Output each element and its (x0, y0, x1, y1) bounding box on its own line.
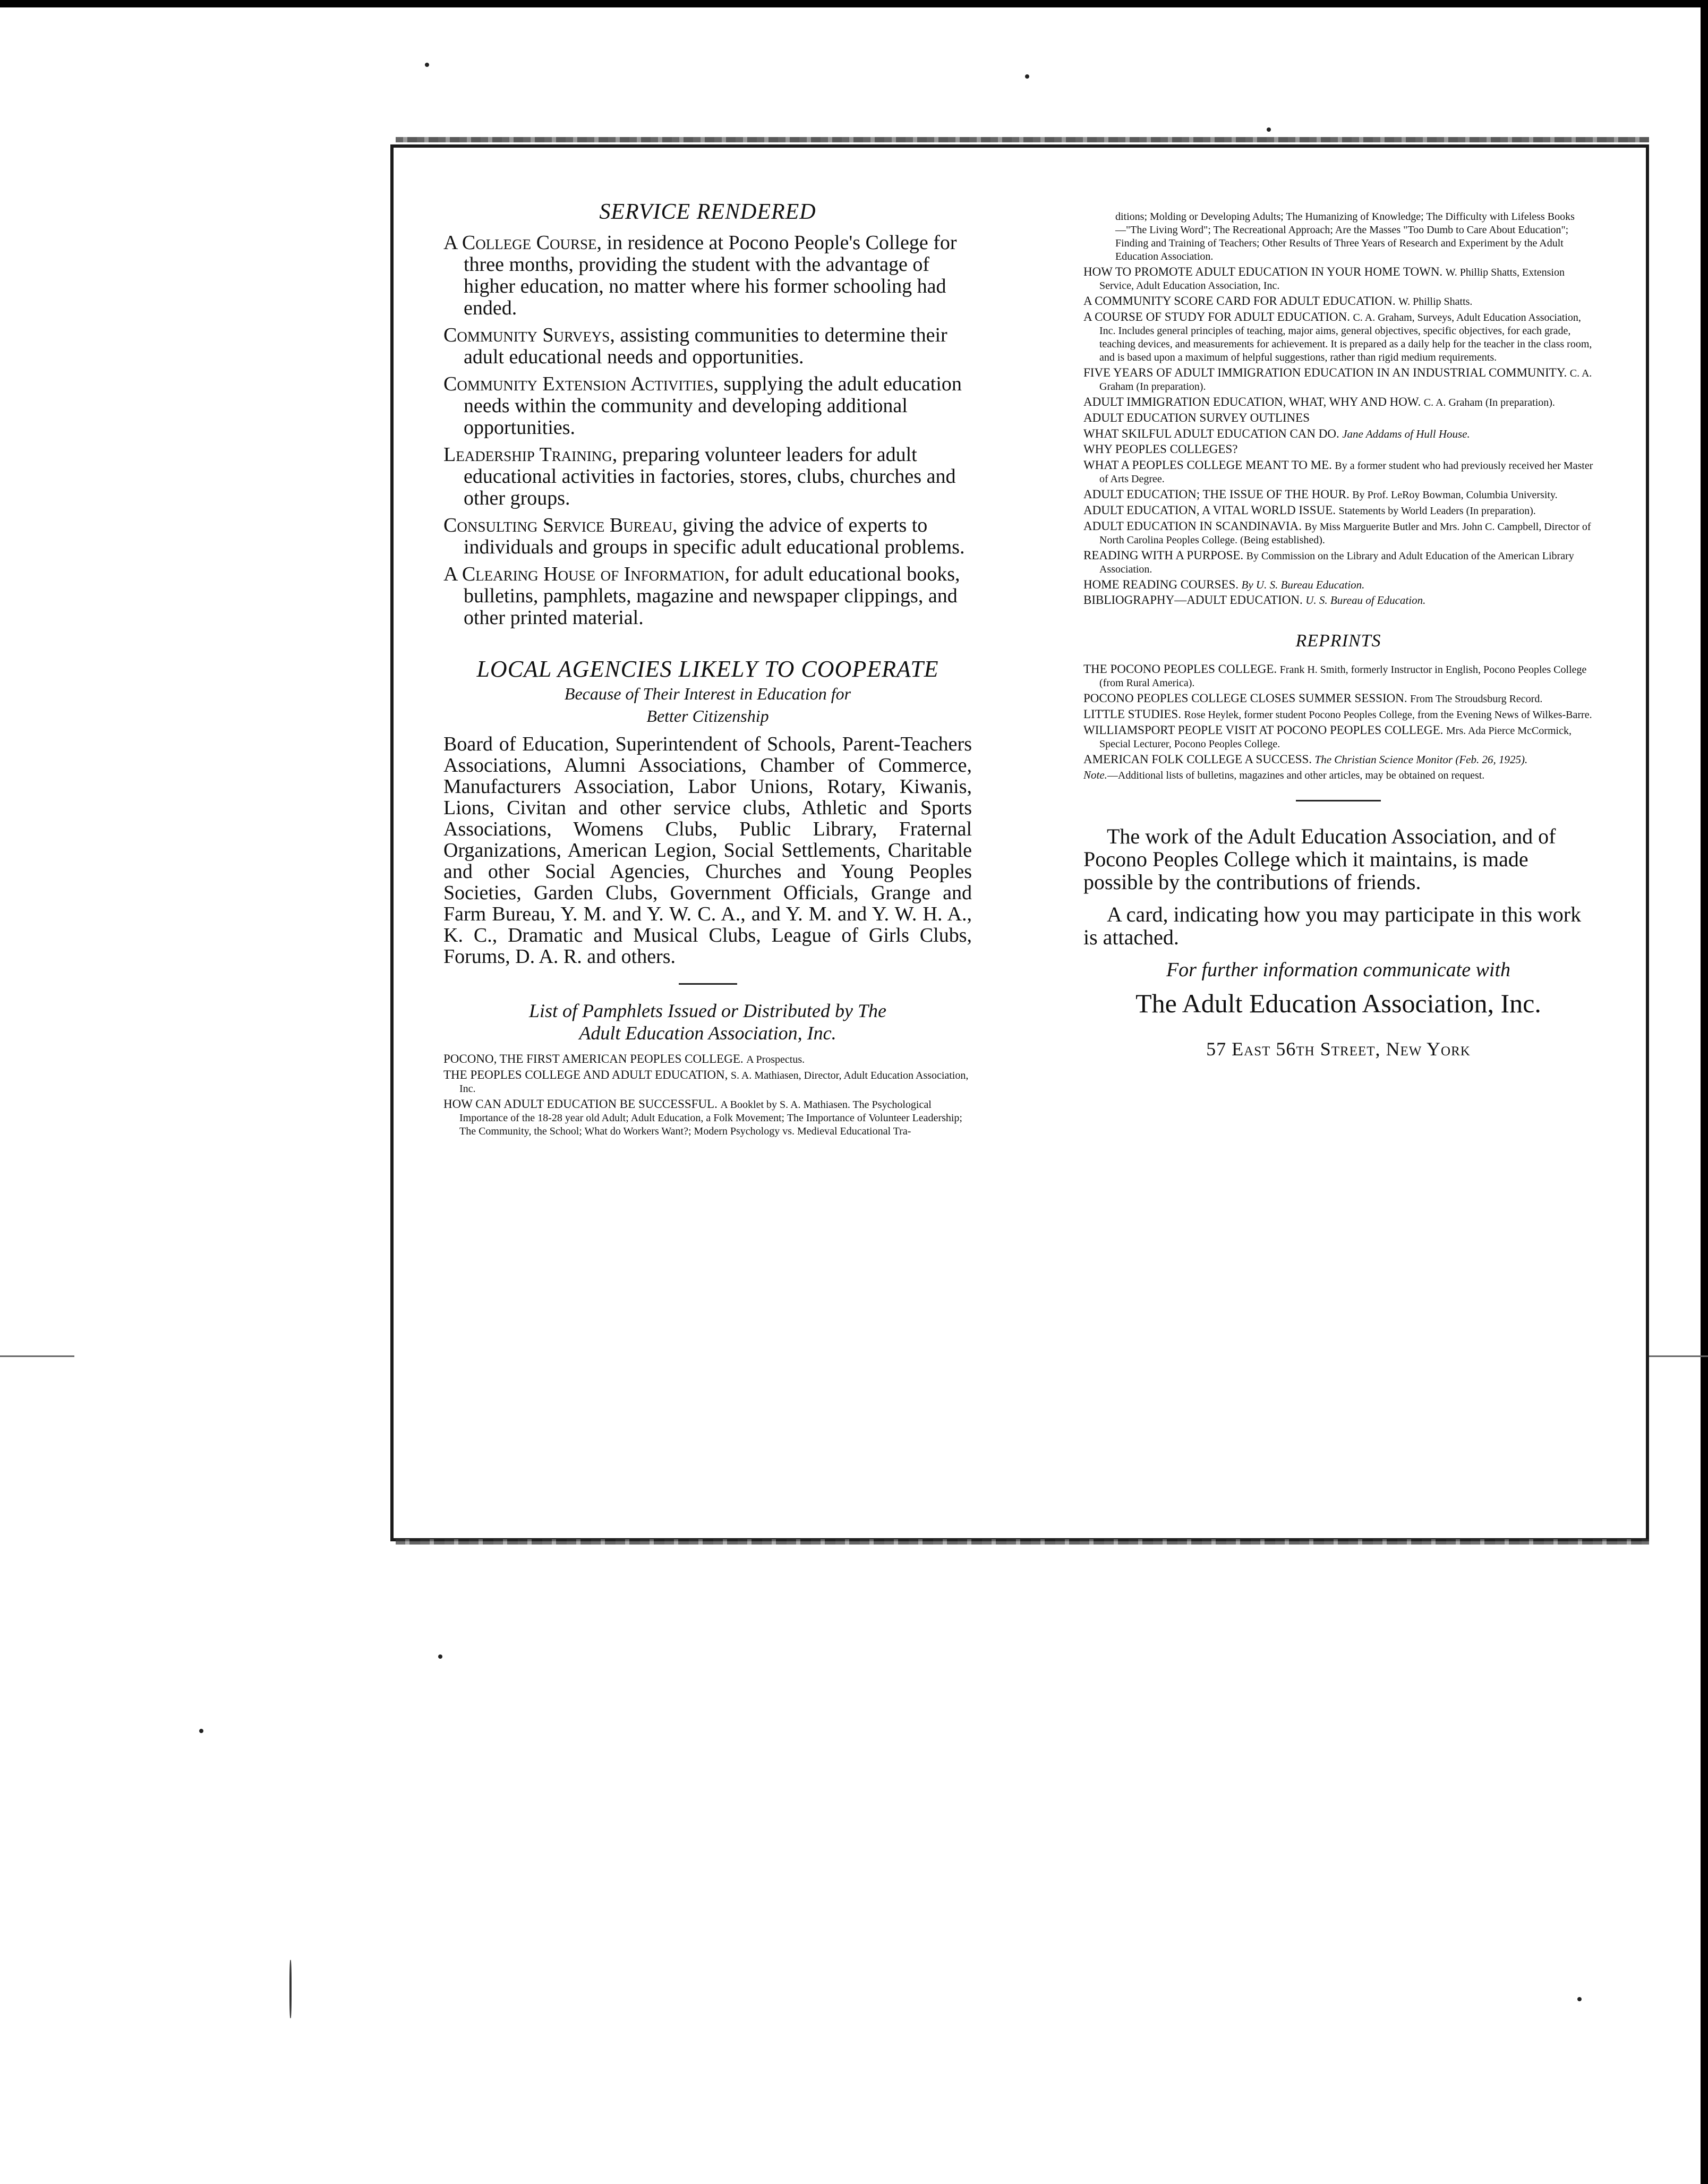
pamphlets-heading-1: List of Pamphlets Issued or Distributed by The (529, 1000, 886, 1021)
scan-speck (425, 63, 429, 67)
pamphlet-entry (443, 1069, 972, 1095)
service-item-text: , assisting communities to determine their adult educational needs and opportunities. (464, 324, 947, 368)
reprint-desc: Frank H. Smith, formerly Instructor in English, Pocono Peoples College (from Rural America). (1099, 664, 1587, 689)
service-item-head: Consulting Service Bureau (443, 514, 673, 536)
scan-top-edge (0, 0, 1708, 7)
publication-title: BIBLIOGRAPHY—ADULT EDUCATION. (1083, 593, 1303, 607)
local-agencies-subtitle-1: Because of Their Interest in Education for (564, 684, 851, 703)
publication-title: WHAT A PEOPLES COLLEGE MEANT TO ME. (1083, 458, 1332, 472)
pamphlet-title: THE PEOPLES COLLEGE AND ADULT EDUCATION, (443, 1068, 728, 1081)
publication-title: ADULT IMMIGRATION EDUCATION, WHAT, WHY AND HOW. (1083, 395, 1421, 408)
publication-title: ADULT EDUCATION IN SCANDINAVIA. (1083, 519, 1302, 533)
scan-speck (1267, 127, 1271, 132)
pamphlet-entry (443, 1098, 972, 1138)
publication-desc: U. S. Bureau of Education. (1305, 594, 1426, 607)
organization-address: 57 East 56th Street, New York (1206, 1038, 1471, 1060)
publication-entry (1083, 488, 1593, 501)
services-list (443, 232, 972, 629)
service-item-text: , for adult educational books, bulletins, pamphlets, magazine and newspaper clippings, and other printed material. (464, 563, 960, 629)
service-item-text: , in residence at Pocono People's College for three months, providing the student with the advantage of higher education, no matter where his former schooling had ended. (464, 232, 957, 319)
pamphlet-desc: A Booklet by S. A. Mathiasen. The Psychological Importance of the 18-28 year old Adult; Adult Education, a Folk Movement; The Importance of Volunteer Leadership; The Community, the School; What do Workers Want?; Modern Psychology vs. Medieval Educational Tra- (459, 1099, 962, 1137)
reprint-desc: Rose Heylek, former student Pocono Peoples College, from the Evening News of Wilkes-Barre. (1184, 709, 1592, 721)
pamphlet-entry (443, 1053, 972, 1066)
local-agencies-heading: LOCAL AGENCIES LIKELY TO COOPERATE (476, 656, 939, 682)
reprint-entry (1083, 663, 1593, 689)
card-statement: A card, indicating how you may participate in this work is attached. (1083, 902, 1582, 949)
publication-entry (1083, 578, 1593, 591)
reprint-entry (1083, 708, 1593, 721)
publication-desc: By Commission on the Library and Adult Education of the American Library Association. (1099, 550, 1574, 575)
reprints-heading: REPRINTS (1295, 631, 1381, 651)
publication-entry (1083, 443, 1593, 456)
service-rendered-heading: SERVICE RENDERED (599, 200, 816, 224)
reprint-desc: Mrs. Ada Pierce McCormick, Special Lecturer, Pocono Peoples College. (1099, 725, 1572, 750)
reprint-note (1083, 769, 1593, 782)
publication-entry (1083, 412, 1593, 425)
pamphlet-continuation (1083, 210, 1593, 263)
publication-desc: C. A. Graham (In preparation). (1099, 368, 1592, 393)
further-info-line: For further information communicate with (1166, 959, 1511, 981)
publication-title: ADULT EDUCATION SURVEY OUTLINES (1083, 411, 1310, 424)
publication-entry (1083, 549, 1593, 576)
service-item-head: A College Course (443, 232, 597, 254)
publication-desc: By Prof. LeRoy Bowman, Columbia University. (1352, 489, 1558, 501)
publication-title: FIVE YEARS OF ADULT IMMIGRATION EDUCATION IN AN INDUSTRIAL COMMUNITY. (1083, 366, 1567, 379)
publication-entry (1083, 311, 1593, 364)
service-item-text: , preparing volunteer leaders for adult educational activities in factories, stores, clubs, churches and other groups. (464, 443, 956, 509)
sheet-bottom-shadow (396, 1539, 1649, 1545)
publication-desc: Jane Addams of Hull House. (1342, 428, 1470, 440)
pamphlet-title: HOW CAN ADULT EDUCATION BE SUCCESSFUL. (443, 1097, 718, 1111)
publications-list (1083, 266, 1593, 607)
reprint-desc: From The Stroudsburg Record. (1410, 693, 1543, 705)
scan-speck (1025, 74, 1029, 79)
publication-desc: W. Phillip Shatts, Extension Service, Adult Education Association, Inc. (1099, 267, 1565, 292)
agencies-list-text: Board of Education, Superintendent of Schools, Parent-Teachers Associations, Alumni Associations, Chamber of Commerce, Manufacturers Association, Labor Unions, Rotary, Kiwanis, Lions, Civitan and other service clubs, Athletic and Sports Associations, Womens Clubs, Public Library, Fraternal Organizations, American Legion, Social Settlements, Charitable and other Social Agencies, Churches and Young Peoples Societies, Garden Clubs, Government Officials, Grange and Farm Bureau, Y. M. and Y. W. C. A., and Y. M. and Y. W. H. A., K. C., Dramatic and Musical Clubs, League of Girls Clubs, Forums, D. A. R. and others. (443, 733, 972, 968)
publication-desc: C. A. Graham (In preparation). (1423, 397, 1555, 408)
publication-desc: By a former student who had previously received her Master of Arts Degree. (1099, 460, 1593, 485)
publication-desc: By Miss Marguerite Butler and Mrs. John C. Campbell, Director of North Carolina Peoples College. (Being established). (1099, 521, 1591, 546)
crop-line-left (0, 1355, 74, 1357)
pamphlets-list (443, 1053, 972, 1138)
publication-title: A COMMUNITY SCORE CARD FOR ADULT EDUCATION. (1083, 294, 1396, 308)
reprints-list (1083, 663, 1593, 782)
publication-entry (1083, 396, 1593, 409)
service-item-text: , supplying the adult education needs within the community and developing additional opportunities. (464, 373, 962, 439)
publication-title: HOW TO PROMOTE ADULT EDUCATION IN YOUR HOME TOWN. (1083, 265, 1443, 278)
scan-mark (289, 1960, 292, 2018)
reprint-title: POCONO PEOPLES COLLEGE CLOSES SUMMER SESSION. (1083, 692, 1407, 705)
publication-entry (1083, 520, 1593, 547)
pamphlets-heading-2: Adult Education Association, Inc. (579, 1022, 836, 1044)
reprint-title: WILLIAMSPORT PEOPLE VISIT AT POCONO PEOPLES COLLEGE. (1083, 723, 1444, 737)
service-item-head: Leadership Training (443, 443, 612, 466)
publication-entry (1083, 428, 1593, 440)
pamphlet-desc: A Prospectus. (746, 1054, 805, 1065)
publication-title: A COURSE OF STUDY FOR ADULT EDUCATION. (1083, 310, 1351, 323)
continuation-text: ditions; Molding or Developing Adults; The Humanizing of Knowledge; The Difficulty with Lifeless Books—"The Living Word"; The Recreational Approach; Are the Masses "Too Dumb to Care About Education"; Finding and Training of Teachers; Other Results of Three Years of Research and Experiment by the Adult Education Association. (1115, 211, 1575, 262)
local-agencies-subtitle-2: Better Citizenship (646, 706, 769, 726)
publication-entry (1083, 594, 1593, 607)
publication-title: READING WITH A PURPOSE. (1083, 549, 1244, 562)
service-item (443, 232, 972, 319)
service-item (443, 515, 972, 558)
note-text: —Additional lists of bulletins, magazines and other articles, may be obtained on request. (1107, 770, 1485, 781)
sheet-top-shadow (396, 137, 1649, 142)
left-column (443, 199, 972, 1140)
service-item-head: A Clearing House of Information (443, 563, 725, 585)
publication-entry (1083, 459, 1593, 485)
publication-entry (1083, 295, 1593, 308)
publication-entry (1083, 366, 1593, 393)
service-item (443, 373, 972, 439)
work-statement: The work of the Adult Education Association, and of Pocono Peoples College which it maintains, is made possible by the contributions of friends. (1083, 824, 1556, 894)
scan-speck (438, 1654, 442, 1659)
publication-title: ADULT EDUCATION, A VITAL WORLD ISSUE. (1083, 504, 1336, 517)
reprint-title: AMERICAN FOLK COLLEGE A SUCCESS. (1083, 753, 1312, 766)
reprint-title: LITTLE STUDIES. (1083, 707, 1181, 721)
reprint-entry (1083, 692, 1593, 705)
service-item-text: , giving the advice of experts to individuals and groups in specific adult educational problems. (464, 514, 965, 558)
right-column (1083, 210, 1593, 1079)
pamphlet-title: POCONO, THE FIRST AMERICAN PEOPLES COLLEGE. (443, 1052, 744, 1065)
service-item (443, 325, 972, 368)
note-label: Note. (1083, 769, 1107, 781)
publication-desc: Statements by World Leaders (In preparation). (1338, 505, 1536, 517)
section-divider (679, 983, 737, 985)
publication-entry (1083, 504, 1593, 517)
publication-desc: C. A. Graham, Surveys, Adult Education Association, Inc. Includes general principles of teaching, major aims, general objectives, specific objectives, for each grade, teaching devices, and measurements for achievement. It is prepared as a daily help for the teacher in the class room, and is based upon a maximum of helpful suggestions, rather than rigid medium requirements. (1099, 312, 1592, 363)
service-item (443, 564, 972, 629)
reprint-entry (1083, 753, 1593, 766)
publication-title: ADULT EDUCATION; THE ISSUE OF THE HOUR. (1083, 488, 1350, 501)
service-item (443, 444, 972, 509)
scan-speck (199, 1729, 203, 1733)
publication-title: HOME READING COURSES. (1083, 578, 1239, 591)
reprint-entry (1083, 724, 1593, 750)
reprint-title: THE POCONO PEOPLES COLLEGE. (1083, 662, 1277, 676)
reprint-desc: The Christian Science Monitor (Feb. 26, 1925). (1314, 753, 1528, 766)
publication-title: WHY PEOPLES COLLEGES? (1083, 442, 1238, 456)
section-divider (1296, 800, 1381, 801)
publication-title: WHAT SKILFUL ADULT EDUCATION CAN DO. (1083, 427, 1339, 440)
scan-speck (1577, 1997, 1582, 2001)
service-item-head: Community Surveys (443, 324, 610, 346)
publication-desc: W. Phillip Shatts. (1398, 296, 1473, 308)
publication-desc: By U. S. Bureau Education. (1241, 578, 1365, 591)
pamphlet-desc: S. A. Mathiasen, Director, Adult Education Association, Inc. (459, 1070, 969, 1095)
scan-right-edge (1701, 0, 1708, 2184)
organization-name: The Adult Education Association, Inc. (1135, 988, 1541, 1018)
service-item-head: Community Extension Activities (443, 373, 714, 395)
publication-entry (1083, 266, 1593, 292)
